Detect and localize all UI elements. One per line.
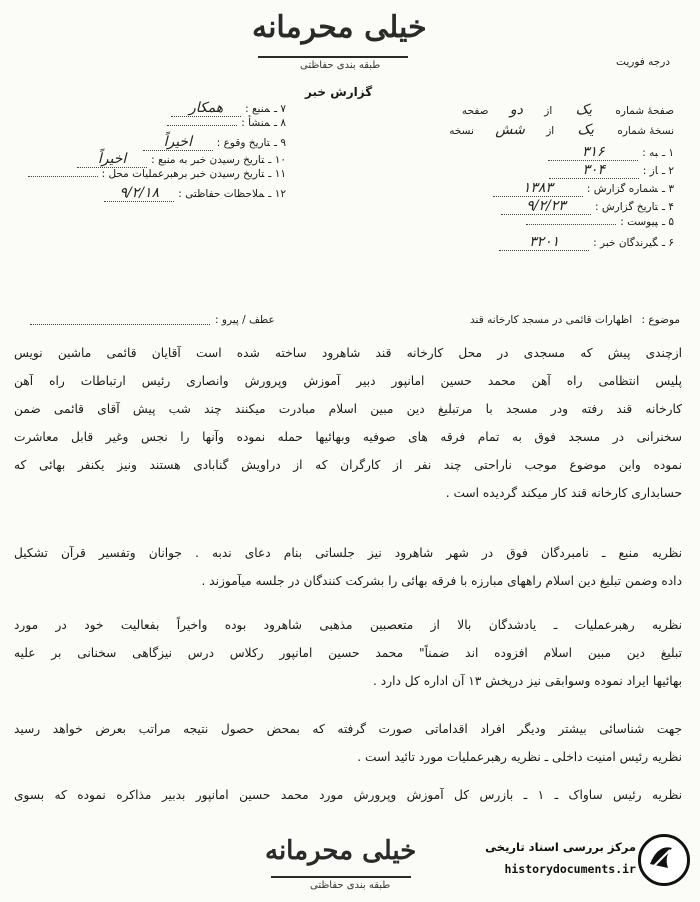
page-total: دو bbox=[509, 102, 523, 118]
body-line: بهائیها ایراد نموده وسوابقی نیز درپخش ۱۳ آن اداره کل دارد . bbox=[373, 674, 682, 688]
right-field-row bbox=[424, 234, 674, 251]
field-value: ۳۲۰۱ bbox=[499, 234, 589, 251]
left-fields-list bbox=[26, 100, 286, 220]
field-number: ۲ ـ bbox=[661, 165, 674, 177]
field-value: ۳۰۴ bbox=[549, 162, 639, 179]
field-number: ۸ ـ bbox=[273, 117, 286, 129]
footer-stamp-underline bbox=[271, 876, 411, 878]
field-label: تاریخ رسیدن خبر برهبرعملیات محل : bbox=[101, 168, 265, 180]
subject-label: موضوع : bbox=[641, 314, 680, 326]
field-label: تاریخ رسیدن خبر به منبع : bbox=[151, 154, 265, 166]
body-line: نموده واین موضوع موجب ناراحتی چند نفر از کارگران که از دراویش گنابادی هستند ونیز یکنفر بهائی که bbox=[14, 458, 682, 472]
left-field-row bbox=[26, 134, 286, 151]
body-line: کارخانه قند رفته ودر مسجد با مرتبلیغ دین مبین اسلام مبادرت میکنند چند شب پیش آقای قائمی ضمن bbox=[14, 402, 682, 416]
field-number: ۱ ـ bbox=[661, 147, 674, 159]
copy-label: نسخهٔ شماره bbox=[617, 125, 674, 137]
footer-classification-title: خیلی محرمانه bbox=[265, 836, 417, 866]
field-label: ملاحظات حفاظتی : bbox=[178, 188, 265, 200]
field-number: ۷ ـ bbox=[273, 103, 286, 115]
field-number: ۵ ـ bbox=[661, 216, 674, 228]
urgency-label: درجه فوریت bbox=[616, 56, 670, 68]
body-line: نظریه رهبرعملیات ـ یادشدگان بالا از متعصبین مذهبی شاهرود بوده واخیراً بفعالیت خود در مورد bbox=[14, 618, 682, 632]
field-number: ۱۰ ـ bbox=[268, 154, 286, 166]
field-value bbox=[167, 125, 237, 126]
body-line: حسابداری کارخانه قند کار میکند گردیده است . bbox=[445, 486, 682, 500]
field-number: ۶ ـ bbox=[661, 237, 674, 249]
field-number: ۱۱ ـ bbox=[268, 168, 286, 180]
field-value: ۹/۲/۱۸ bbox=[104, 185, 174, 202]
field-value: اخیراً bbox=[143, 134, 213, 151]
body-line: پلیس انتظامی راه آهن محمد حسین امانپور دبیر آموزش وپرورش وانصاری رئیس ارتباطات راه آهن bbox=[14, 374, 682, 388]
body-line: ازچندی پیش که مسجدی در محل کارخانه قند شاهرود ساخته شده است آقایان قائمی ماشین نویس bbox=[14, 346, 682, 360]
field-value bbox=[28, 176, 98, 177]
reference-label: عطف / پیرو : bbox=[215, 314, 275, 326]
field-label: شماره گزارش : bbox=[586, 183, 658, 195]
subject-value: اظهارات قائمی در مسجد کارخانه قند bbox=[470, 314, 633, 326]
body-line: داده وضمن تبلیغ دین اسلام راههای مبارزه با فرقه بهائی را بشرکت کنندگان در جلسه میآموزند . bbox=[201, 574, 682, 588]
body-line: نظریه منبع ـ نامبردگان فوق در شهر شاهرود نیز جلساتی بنام دعای ندبه . جوانان وتفسیر قرآن تشکیل bbox=[14, 546, 682, 560]
body-line: نظریه رئیس امنیت داخلی ـ نظریه رهبرعملیات مورد تائید است . bbox=[357, 750, 682, 764]
field-number: ۱۲ ـ bbox=[268, 188, 286, 200]
field-label: از : bbox=[642, 165, 658, 177]
copy-unit: نسخه bbox=[449, 125, 474, 137]
left-field-row bbox=[26, 100, 286, 117]
body-line: تبلیغ دین مبین اسلام افزوده اند ضمناً" محمد حسین امانپور رکلاس درس نیزگاهی سخنانی بر علیه bbox=[14, 646, 682, 660]
classification-title: خیلی محرمانه bbox=[252, 10, 427, 45]
field-label: تاریخ وقوع : bbox=[216, 137, 270, 149]
right-field-row bbox=[424, 180, 674, 197]
field-value: همکار bbox=[171, 100, 241, 117]
field-value: ۹/۲/۲۳ bbox=[501, 198, 591, 215]
left-field-row bbox=[26, 185, 286, 202]
report-title: گزارش خبر bbox=[305, 85, 373, 99]
footer-classification-stamp bbox=[255, 836, 445, 896]
copy-number-row bbox=[424, 122, 674, 138]
field-label: پیوست : bbox=[620, 216, 658, 228]
right-field-row bbox=[424, 144, 674, 161]
watermark-url: historydocuments.ir bbox=[504, 862, 636, 876]
page-value: یک bbox=[575, 102, 593, 118]
field-label: گیرندگان خبر : bbox=[593, 237, 658, 249]
field-value bbox=[526, 224, 616, 225]
copy-value: یک bbox=[577, 122, 594, 138]
field-value: ۳۱۶ bbox=[548, 144, 638, 161]
field-value: ۱۳۸۳ bbox=[493, 180, 583, 197]
watermark bbox=[480, 828, 690, 894]
left-field-row bbox=[26, 117, 286, 129]
copy-total: شش bbox=[495, 122, 525, 138]
field-value: اخیراً bbox=[77, 151, 147, 168]
body-line: جهت شناسائی بیشتر ودیگر افراد اقداماتی صورت گرفته که بمحض حصول نتیجه مراتب بعرض خواهد رسید bbox=[14, 722, 682, 736]
body-line: سخنرانی در مسجد فوق به تمام فرقه های صوفیه وبهائیها حمله نموده وآنها را نجس وغیر قابل معاشرت bbox=[14, 430, 682, 444]
body-line: نظریه رئیس ساواک ـ ۱ ـ بازرس کل آموزش وپرورش مورد محمد حسین امانپور بدبیر مذاکره نموده که بسوی bbox=[14, 788, 682, 802]
classification-subtitle: طبقه بندی حفاظتی bbox=[300, 60, 381, 71]
field-label: منبع : bbox=[245, 103, 270, 115]
archive-logo-icon bbox=[638, 834, 690, 886]
reference-row bbox=[215, 314, 275, 326]
left-field-row bbox=[26, 151, 286, 168]
copy-of: از bbox=[546, 125, 555, 137]
right-field-row bbox=[424, 198, 674, 215]
classification-stamp bbox=[240, 8, 440, 72]
field-label: به : bbox=[642, 147, 658, 159]
page-of: از bbox=[544, 105, 553, 117]
field-number: ۴ ـ bbox=[661, 201, 674, 213]
field-number: ۳ ـ bbox=[661, 183, 674, 195]
right-header bbox=[424, 100, 674, 270]
field-label: تاریخ گزارش : bbox=[594, 201, 658, 213]
field-number: ۹ ـ bbox=[273, 137, 286, 149]
right-field-row bbox=[424, 216, 674, 228]
watermark-title: مرکز بررسی اسناد تاریخی bbox=[485, 840, 636, 854]
subject-row bbox=[470, 314, 680, 326]
page-number-row bbox=[424, 102, 674, 118]
field-label: منشأ : bbox=[241, 117, 270, 129]
right-field-row bbox=[424, 162, 674, 179]
reference-dotted-line bbox=[30, 324, 210, 325]
footer-classification-subtitle: طبقه بندی حفاظتی bbox=[310, 880, 391, 891]
stamp-underline bbox=[258, 56, 408, 58]
page-unit: صفحه bbox=[461, 105, 489, 117]
left-field-row bbox=[26, 168, 286, 180]
page-label: صفحهٔ شماره bbox=[615, 105, 674, 117]
